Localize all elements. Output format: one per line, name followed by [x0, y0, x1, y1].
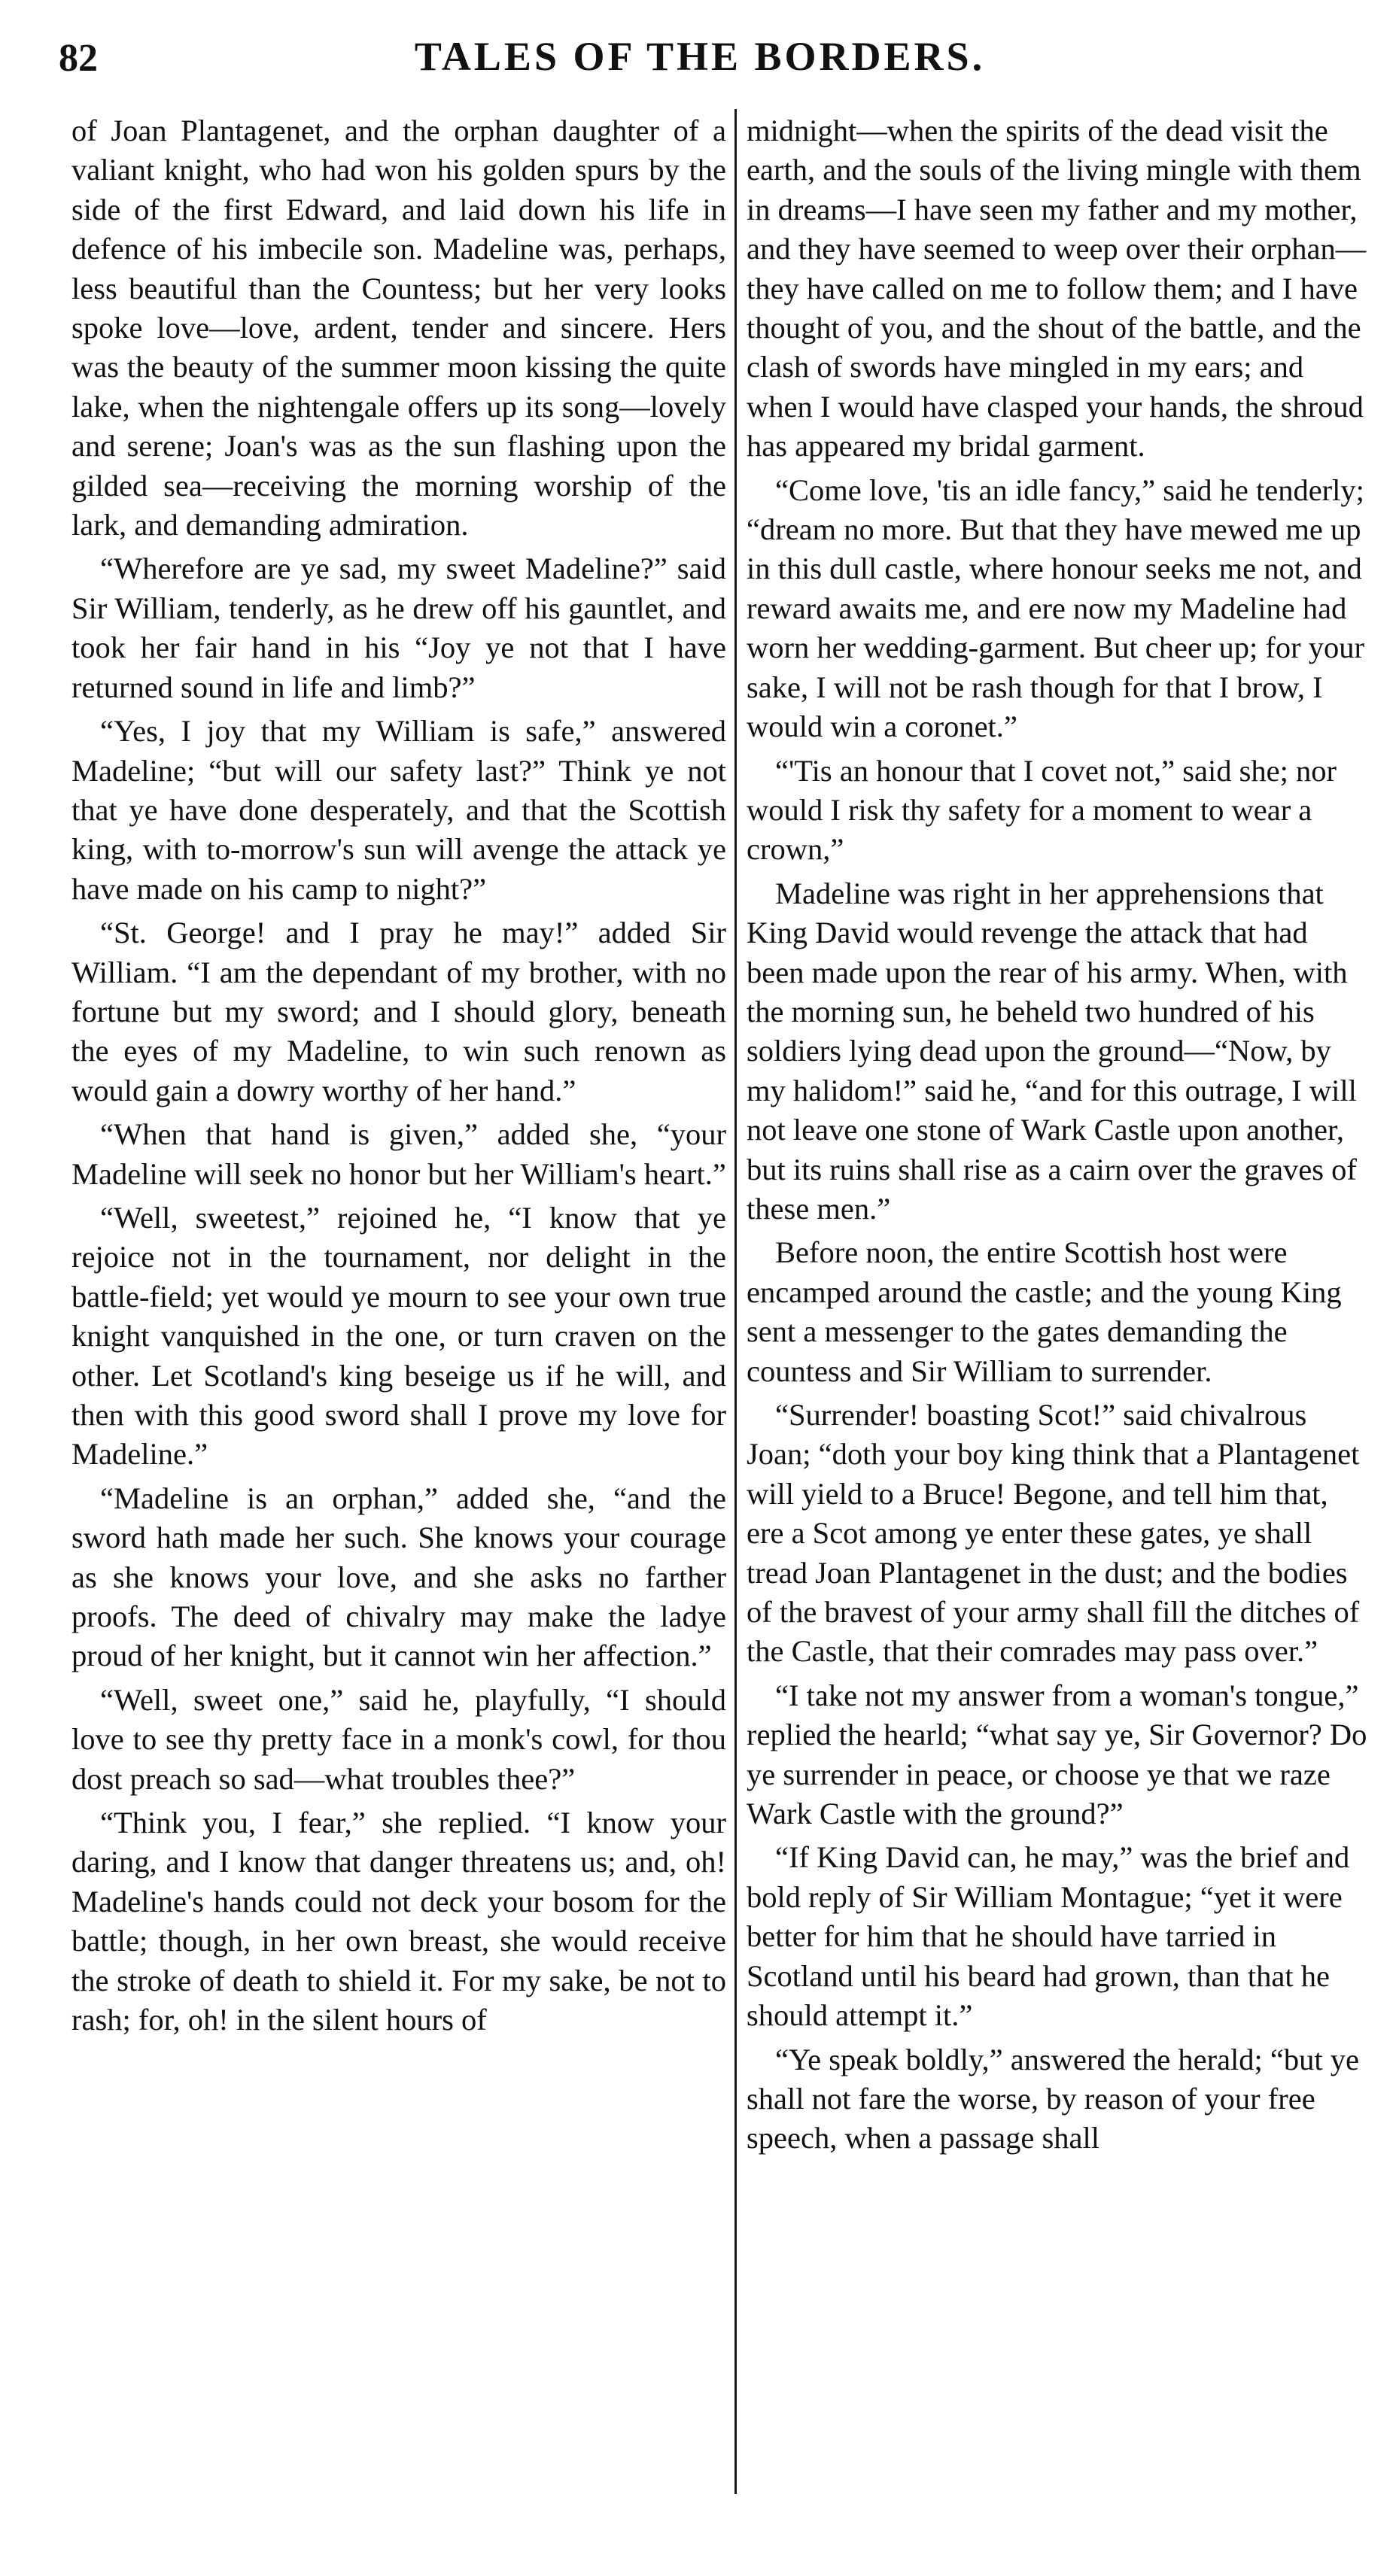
paragraph: “'Tis an honour that I covet not,” said she; nor would I risk thy safety for a moment to wear a crown,”	[747, 753, 1337, 867]
paragraph: “Well, sweetest,” rejoined he, “I know that ye rejoice not in the tournament, nor delight in the battle-field; yet would ye mourn to see your own true knight vanquished in the one, or turn craven on the other. Let Scotland's king beseige us if he will, and then with this good sword shall I prove my love for Madeline.”	[71, 1200, 726, 1472]
paragraph: “If King David can, he may,” was the brief and bold reply of Sir William Montague; “yet it were better for him that he should have tarried in Scotland until his beard had grown, than that he should attempt it.”	[747, 1840, 1350, 2033]
paragraph: “Think you, I fear,” she replied. “I know your daring, and I know that danger threatens us; and, oh! Madeline's hands could not deck your bosom for the battle; though, in her own breast, she would receive the stroke of death to shield it. For my sake, be not to rash; for, oh! in the silent hours of	[71, 1806, 726, 2037]
paragraph: “Madeline is an orphan,” added she, “and the sword hath made her such. She knows your courage as she knows your love, and she asks no farther proofs. The deed of chivalry may make the ladye proud of her knight, but it cannot win her affection.”	[71, 1481, 726, 1673]
paragraph: “Well, sweet one,” said he, playfully, “I should love to see thy pretty face in a monk's cowl, for thou dost preach so sad—what troubles thee?”	[71, 1682, 726, 1796]
left-column	[71, 111, 726, 2045]
page-number: 82	[59, 37, 98, 80]
paragraph: “St. George! and I pray he may!” added Sir William. “I am the dependant of my brother, with no fortune but my sword; and I should glory, beneath the eyes of my Madeline, to win such renown as would gain a dowry worthy of her hand.”	[71, 916, 726, 1107]
paragraph: “I take not my answer from a woman's tongue,” replied the hearld; “what say ye, Sir Governor? Do ye surrender in peace, or choose ye that we raze Wark Castle with the ground?”	[747, 1678, 1367, 1831]
paragraph: “When that hand is given,” added she, “your Madeline will seek no honor but her William's heart.”	[71, 1117, 726, 1191]
page-header	[45, 30, 1355, 90]
paragraph: Before noon, the entire Scottish host were encamped around the castle; and the young King sent a messenger to the gates demanding the countess and Sir William to surrender.	[747, 1235, 1342, 1388]
paragraph: Madeline was right in her apprehensions that King David would revenge the attack that had been made upon the rear of his army. When, with the morning sun, he beheld two hundred of his soldiers lying dead upon the ground—“Now, by my halidom!” said he, “and for this outrage, I will not leave one stone of Wark Castle upon another, but its ruins shall rise as a cairn over the graves of these men.”	[747, 876, 1357, 1226]
paragraph: “Yes, I joy that my William is safe,” answered Madeline; “but will our safety last?” Think ye not that ye have done desperately, and that the Scottish king, with to-morrow's sun will avenge the attack ye have made on his camp to night?”	[71, 714, 726, 906]
paragraph: “Surrender! boasting Scot!” said chivalrous Joan; “doth your boy king think that a Plantagenet will yield to a Bruce! Begone, and tell him that, ere a Scot among ye enter these gates, ye shall tread Joan Plantagenet in the dust; and the bodies of the bravest of your army shall fill the ditches of the Castle, that their comrades may pass over.”	[747, 1398, 1360, 1669]
paragraph: “Come love, 'tis an idle fancy,” said he tenderly; “dream no more. But that they have mewed me up in this dull castle, where honour seeks me not, and reward awaits me, and ere now my Madeline had worn her wedding-garment. But cheer up; for your sake, I will not be rash though for that I brow, I would win a coronet.”	[747, 472, 1364, 744]
running-title: TALES OF THE BORDERS.	[414, 34, 986, 79]
paragraph: of Joan Plantagenet, and the orphan daughter of a valiant knight, who had won his golden spurs by the side of the first Edward, and laid down his life in defence of his imbecile son. Madeline was, perhaps, less beautiful than the Countess; but her very looks spoke love—love, ardent, tender and sincere. Hers was the beauty of the summer moon kissing the quite lake, when the nightengale offers up its song—lovely and serene; Joan's was as the sun flashing upon the gilded sea—receiving the morning worship of the lark, and demanding admiration.	[71, 114, 726, 542]
paragraph: “Ye speak boldly,” answered the herald; “but ye shall not fare the worse, by reason of your free speech, when a passage shall	[747, 2042, 1360, 2155]
paragraph: “Wherefore are ye sad, my sweet Madeline?” said Sir William, tenderly, as he drew off his gauntlet, and took her fair hand in his “Joy ye not that I have returned sound in life and limb?”	[71, 551, 726, 704]
column-divider	[734, 109, 737, 2494]
paragraph: midnight—when the spirits of the dead visit the earth, and the souls of the living mingle with them in dreams—I have seen my father and my mother, and they have seemed to weep over their orphan—they have called on me to follow them; and I have thought of you, and the shout of the battle, and the clash of swords have mingled in my ears; and when I would have clasped your hands, the shroud has appeared my bridal garment.	[747, 114, 1367, 463]
right-column	[747, 111, 1371, 2163]
